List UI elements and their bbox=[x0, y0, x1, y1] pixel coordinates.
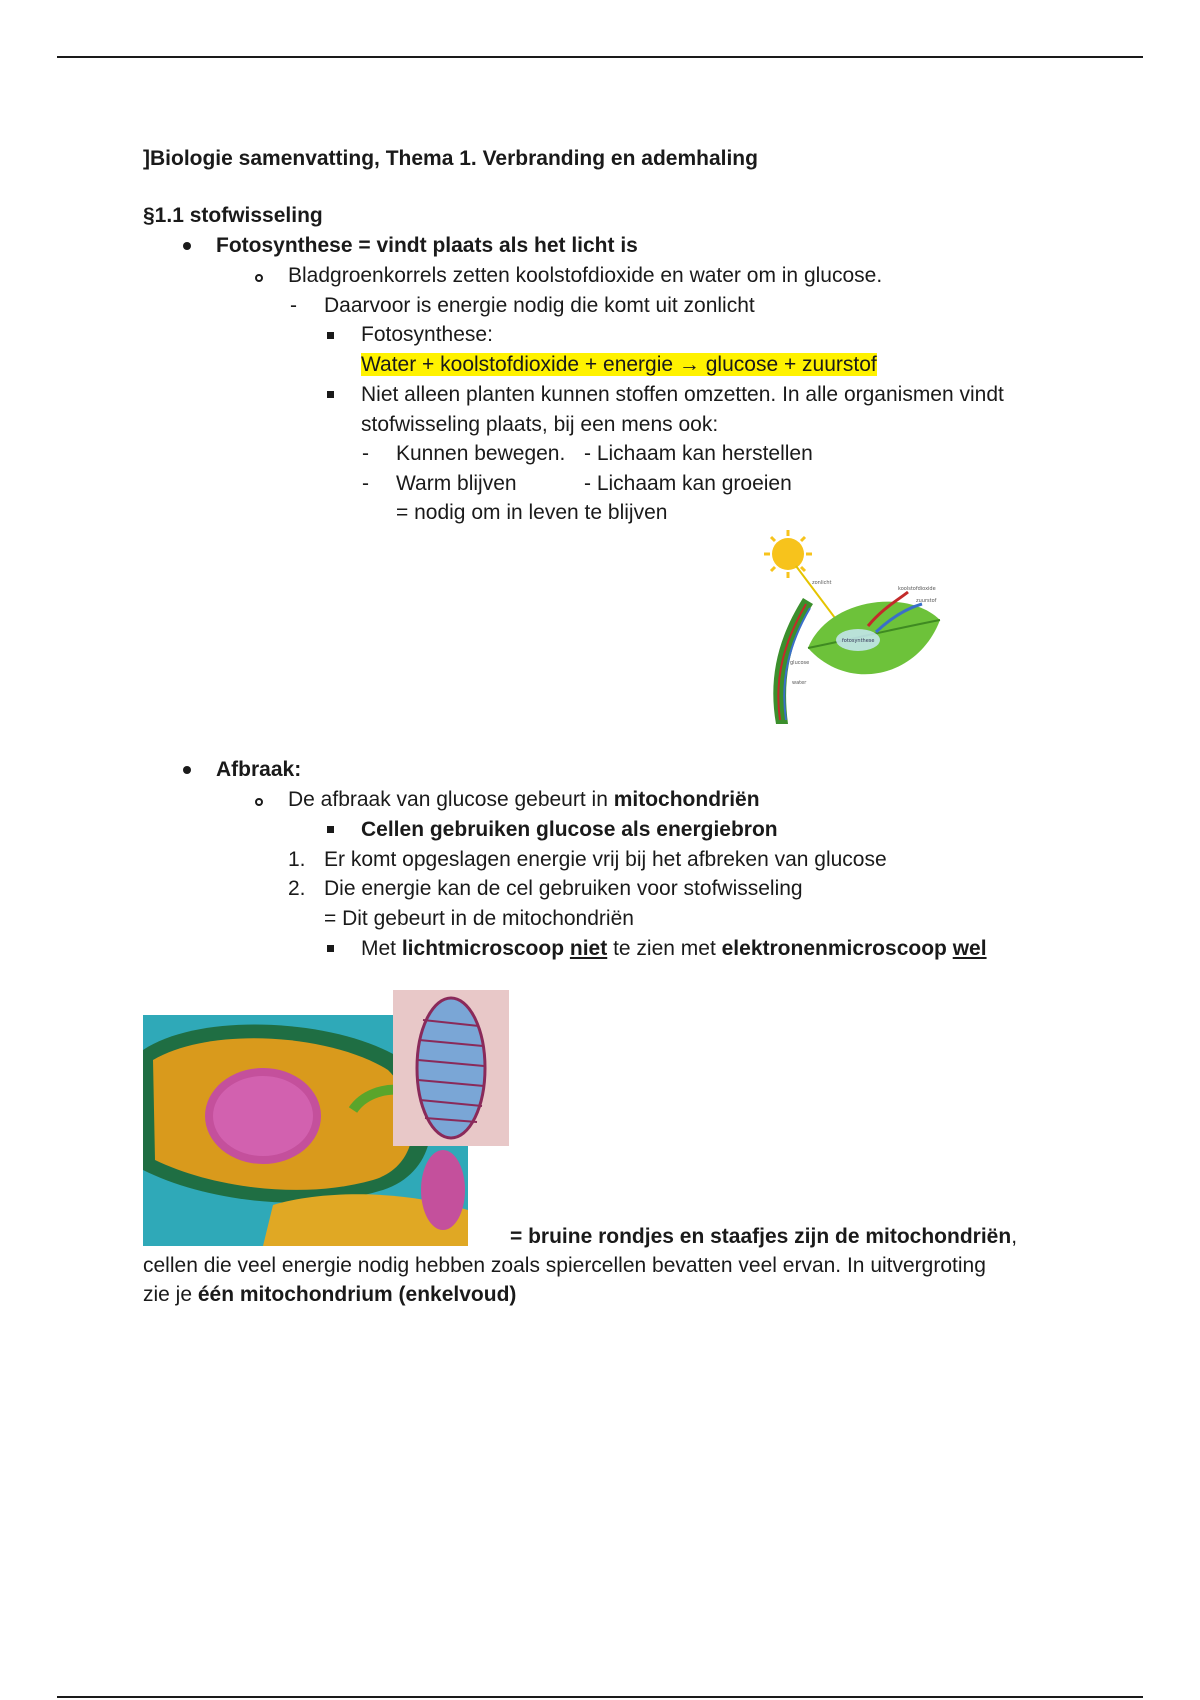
text-segment: te zien met bbox=[607, 937, 722, 960]
fotosynthese-line: Niet alleen planten kunnen stoffen omzetten. In alle organismen vindt bbox=[361, 383, 1004, 406]
text-segment: elektronenmicroscoop bbox=[721, 937, 947, 960]
text-segment: zie je bbox=[143, 1283, 198, 1306]
list-item: Warm blijven bbox=[396, 472, 517, 495]
afbraak-line: Die energie kan de cel gebruiken voor stofwisseling bbox=[324, 877, 803, 900]
document-title: ]Biologie samenvatting, Thema 1. Verbranding en ademhaling bbox=[143, 147, 758, 170]
cell-micrograph-image bbox=[143, 990, 509, 1246]
dash-marker: - bbox=[290, 294, 297, 317]
list-number: 1. bbox=[288, 848, 306, 871]
afbraak-line bbox=[288, 786, 760, 814]
diagram-label: koolstofdioxide bbox=[898, 586, 936, 592]
fotosynthese-heading: Fotosynthese = vindt plaats als het licht is bbox=[216, 234, 638, 257]
fotosynthese-conclusion: = nodig om in leven te blijven bbox=[396, 501, 668, 524]
header-rule bbox=[57, 56, 1143, 58]
fotosynthese-line: Daarvoor is energie nodig die komt uit zonlicht bbox=[324, 294, 755, 317]
caption-line bbox=[143, 1281, 516, 1309]
dash-marker: - bbox=[362, 442, 369, 465]
bullet-icon bbox=[183, 242, 191, 250]
afbraak-line: = Dit gebeurt in de mitochondriën bbox=[324, 907, 634, 930]
dash-marker: - bbox=[362, 472, 369, 495]
square-bullet-icon bbox=[327, 332, 334, 339]
text-segment: lichtmicroscoop bbox=[401, 937, 565, 960]
circle-bullet-icon bbox=[255, 798, 263, 806]
diagram-label: fotosynthese bbox=[842, 638, 875, 644]
text-segment: = bruine rondjes en staafjes zijn de mitochondriën bbox=[510, 1225, 1012, 1248]
fotosynthese-line: Fotosynthese: bbox=[361, 323, 493, 346]
bullet-icon bbox=[183, 766, 191, 774]
list-number: 2. bbox=[288, 877, 306, 900]
fotosynthese-line: stofwisseling plaats, bij een mens ook: bbox=[361, 413, 719, 436]
diagram-label: glucose bbox=[790, 660, 810, 666]
afbraak-line: Er komt opgeslagen energie vrij bij het afbreken van glucose bbox=[324, 848, 887, 871]
diagram-label: water bbox=[792, 680, 807, 686]
text-segment: wel bbox=[952, 937, 987, 960]
diagram-label: zuurstof bbox=[916, 598, 937, 604]
section-heading: §1.1 stofwisseling bbox=[143, 204, 323, 227]
list-item: - Lichaam kan herstellen bbox=[584, 442, 813, 465]
text-segment: één mitochondrium (enkelvoud) bbox=[197, 1283, 517, 1306]
footer-rule bbox=[57, 1696, 1143, 1698]
square-bullet-icon bbox=[327, 391, 334, 398]
text-segment: niet bbox=[569, 937, 608, 960]
photosynthesis-diagram bbox=[758, 528, 948, 724]
afbraak-line: Cellen gebruiken glucose als energiebron bbox=[361, 818, 778, 841]
diagram-label: zonlicht bbox=[812, 580, 832, 586]
text-segment: De afbraak van glucose gebeurt in bbox=[288, 788, 614, 811]
afbraak-heading: Afbraak: bbox=[216, 758, 302, 781]
text-segment: mitochondriën bbox=[613, 788, 760, 811]
fotosynthese-formula bbox=[361, 351, 877, 379]
caption-line bbox=[510, 1223, 1017, 1251]
fotosynthese-line: Bladgroenkorrels zetten koolstofdioxide en water om in glucose. bbox=[288, 264, 883, 287]
list-item: Kunnen bewegen. bbox=[396, 442, 566, 465]
caption-line: cellen die veel energie nodig hebben zoals spiercellen bevatten veel ervan. In uitvergroting bbox=[143, 1254, 986, 1277]
square-bullet-icon bbox=[327, 826, 334, 833]
circle-bullet-icon bbox=[255, 274, 263, 282]
list-item: - Lichaam kan groeien bbox=[584, 472, 792, 495]
square-bullet-icon bbox=[327, 945, 334, 952]
highlighted-formula: Water + koolstofdioxide + energie → glucose + zuurstof bbox=[361, 353, 877, 376]
microscope-line bbox=[361, 935, 987, 963]
text-segment: , bbox=[1011, 1225, 1018, 1248]
text-segment: Met bbox=[361, 937, 402, 960]
